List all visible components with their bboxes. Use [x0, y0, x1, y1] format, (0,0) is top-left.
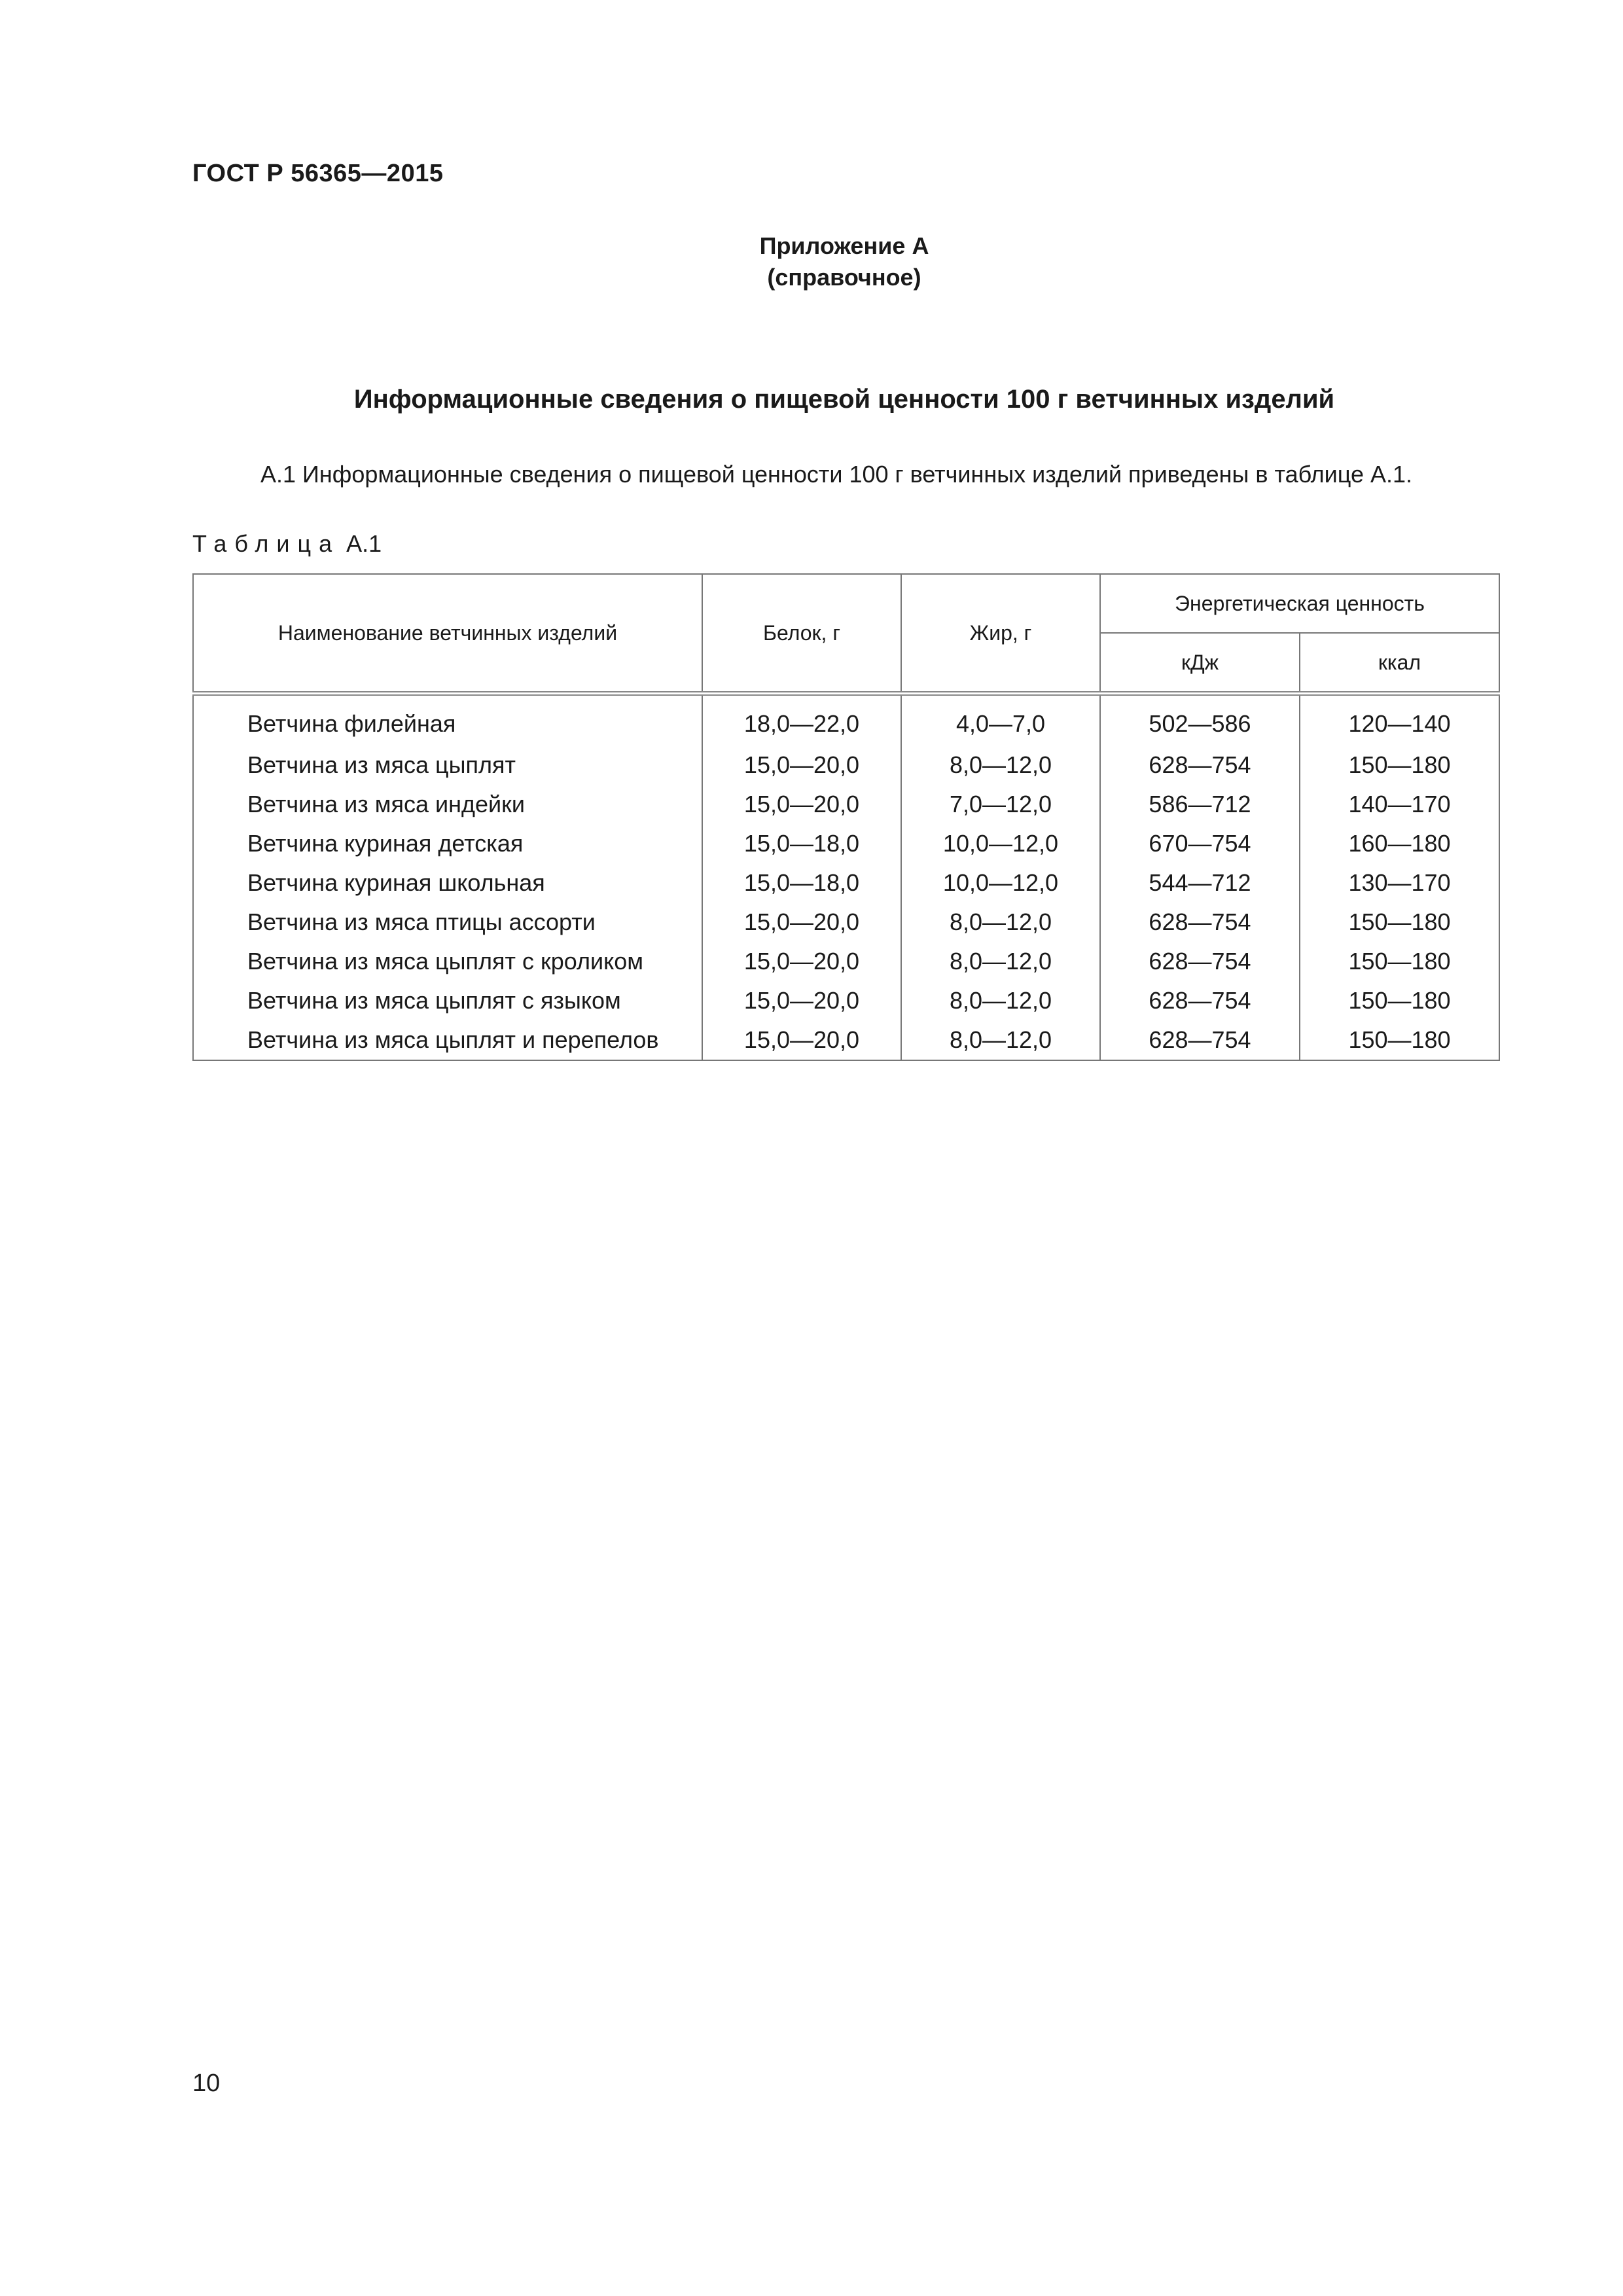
cell-name: Ветчина из мяса птицы ассорти — [193, 903, 702, 942]
appendix-heading — [0, 230, 1623, 293]
cell-protein: 15,0—20,0 — [702, 981, 901, 1020]
cell-fat: 4,0—7,0 — [901, 694, 1100, 746]
cell-name: Ветчина из мяса индейки — [193, 785, 702, 824]
cell-kcal: 140—170 — [1300, 785, 1499, 824]
table-body — [193, 694, 1499, 1061]
cell-protein: 15,0—20,0 — [702, 785, 901, 824]
cell-name: Ветчина из мяса цыплят с кроликом — [193, 942, 702, 981]
table-row — [193, 903, 1499, 942]
cell-kcal: 130—170 — [1300, 863, 1499, 903]
cell-kcal: 160—180 — [1300, 824, 1499, 863]
table-caption-word: Таблица — [192, 530, 340, 557]
cell-protein: 15,0—18,0 — [702, 863, 901, 903]
cell-kj: 628—754 — [1100, 942, 1300, 981]
cell-protein: 15,0—20,0 — [702, 1020, 901, 1060]
appendix-title: Приложение А — [759, 232, 929, 259]
cell-kcal: 150—180 — [1300, 1020, 1499, 1060]
table-caption — [192, 530, 382, 558]
cell-kj: 628—754 — [1100, 981, 1300, 1020]
table-row — [193, 785, 1499, 824]
section-title: Информационные сведения о пищевой ценности 100 г ветчинных изделий — [353, 385, 1335, 414]
cell-kj: 628—754 — [1100, 745, 1300, 785]
table-row — [193, 824, 1499, 863]
page-number: 10 — [192, 2070, 221, 2097]
cell-name: Ветчина из мяса цыплят — [193, 745, 702, 785]
table-row — [193, 694, 1499, 746]
table-row — [193, 981, 1499, 1020]
cell-fat: 8,0—12,0 — [901, 903, 1100, 942]
cell-kj: 586—712 — [1100, 785, 1300, 824]
cell-protein: 15,0—20,0 — [702, 745, 901, 785]
cell-fat: 10,0—12,0 — [901, 824, 1100, 863]
table-caption-number: А.1 — [346, 530, 382, 557]
cell-fat: 10,0—12,0 — [901, 863, 1100, 903]
cell-fat: 8,0—12,0 — [901, 745, 1100, 785]
cell-protein: 15,0—18,0 — [702, 824, 901, 863]
cell-protein: 15,0—20,0 — [702, 903, 901, 942]
cell-fat: 8,0—12,0 — [901, 981, 1100, 1020]
table-row — [193, 1020, 1499, 1060]
cell-kj: 628—754 — [1100, 903, 1300, 942]
cell-name: Ветчина куриная детская — [193, 824, 702, 863]
header-fat: Жир, г — [901, 574, 1100, 694]
table-row — [193, 745, 1499, 785]
cell-fat: 8,0—12,0 — [901, 1020, 1100, 1060]
table-row — [193, 942, 1499, 981]
cell-kj: 544—712 — [1100, 863, 1300, 903]
cell-kj: 628—754 — [1100, 1020, 1300, 1060]
appendix-subtitle: (справочное) — [767, 264, 921, 291]
cell-name: Ветчина из мяса цыплят с языком — [193, 981, 702, 1020]
paragraph-a1: А.1 Информационные сведения о пищевой ценности 100 г ветчинных изделий приведены в таблице А.1. — [260, 461, 1413, 488]
cell-kcal: 150—180 — [1300, 745, 1499, 785]
cell-name: Ветчина из мяса цыплят и перепелов — [193, 1020, 702, 1060]
cell-protein: 15,0—20,0 — [702, 942, 901, 981]
cell-kj: 670—754 — [1100, 824, 1300, 863]
cell-kcal: 150—180 — [1300, 981, 1499, 1020]
standard-number: ГОСТ Р 56365—2015 — [192, 160, 444, 187]
nutrition-table — [192, 573, 1500, 1061]
cell-protein: 18,0—22,0 — [702, 694, 901, 746]
header-name: Наименование ветчинных изделий — [193, 574, 702, 694]
cell-name: Ветчина филейная — [193, 694, 702, 746]
cell-kj: 502—586 — [1100, 694, 1300, 746]
cell-fat: 8,0—12,0 — [901, 942, 1100, 981]
cell-name: Ветчина куриная школьная — [193, 863, 702, 903]
cell-kcal: 150—180 — [1300, 942, 1499, 981]
cell-fat: 7,0—12,0 — [901, 785, 1100, 824]
cell-kcal: 120—140 — [1300, 694, 1499, 746]
table-row — [193, 863, 1499, 903]
cell-kcal: 150—180 — [1300, 903, 1499, 942]
header-kj: кДж — [1100, 633, 1300, 694]
header-protein: Белок, г — [702, 574, 901, 694]
header-energy: Энергетическая ценность — [1100, 574, 1499, 633]
header-kcal: ккал — [1300, 633, 1499, 694]
